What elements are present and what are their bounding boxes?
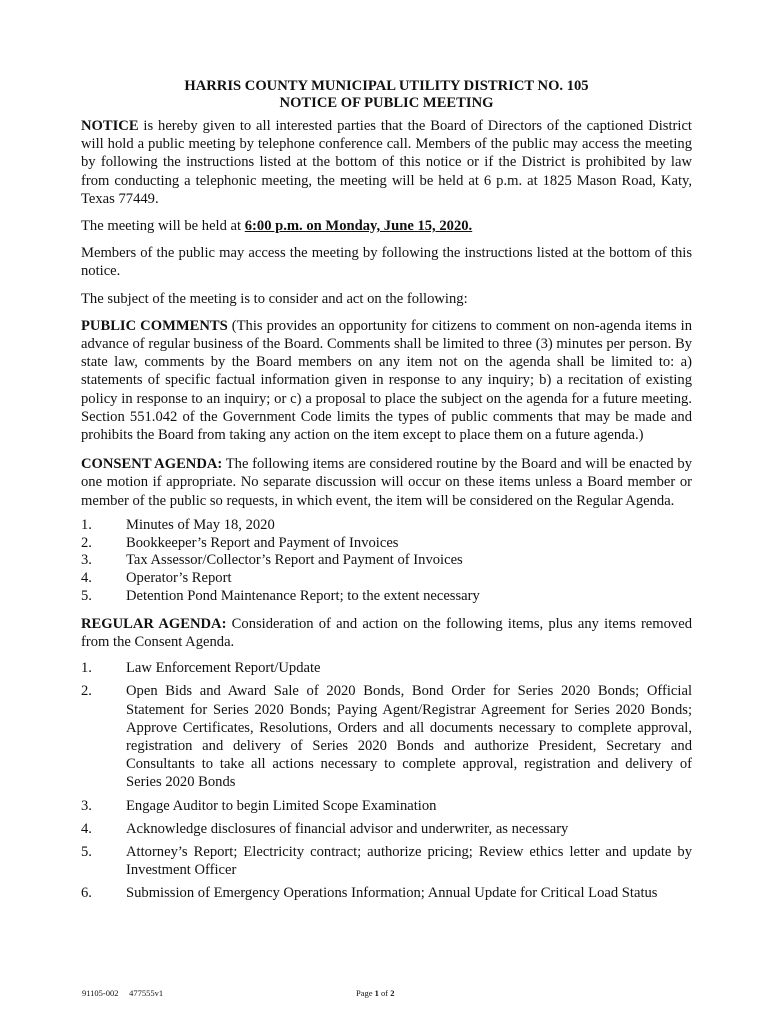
item-text: Operator’s Report: [126, 570, 232, 587]
list-item: [81, 659, 692, 677]
item-text: Engage Auditor to begin Limited Scope Examination: [126, 797, 437, 814]
item-text: Bookkeeper’s Report and Payment of Invoices: [126, 534, 399, 551]
item-number: 6.: [81, 885, 92, 902]
document-reference: 91105-002 477555v1: [82, 988, 164, 998]
public-comments-lead: PUBLIC COMMENTS: [81, 317, 228, 334]
list-item: [81, 884, 692, 902]
list-item: [81, 517, 692, 535]
notice-paragraph: [81, 117, 692, 208]
item-number: 4.: [81, 570, 92, 587]
item-text: Acknowledge disclosures of financial advisor and underwriter, as necessary: [126, 820, 569, 837]
item-number: 2.: [81, 534, 92, 551]
page-footer: [0, 987, 770, 999]
item-text: Attorney’s Report; Electricity contract; authorize pricing; Review ethics letter and update by Investment Officer: [126, 844, 692, 879]
meeting-datetime: 6:00 p.m. on Monday, June 15, 2020.: [244, 218, 473, 235]
list-item: [81, 820, 692, 838]
district-title: HARRIS COUNTY MUNICIPAL UTILITY DISTRICT NO. 105: [184, 78, 589, 94]
notice-lead: NOTICE: [81, 118, 139, 134]
item-number: 1.: [81, 660, 92, 677]
notice-title: NOTICE OF PUBLIC MEETING: [279, 95, 494, 111]
item-text: Law Enforcement Report/Update: [126, 660, 321, 677]
list-item: [81, 797, 692, 815]
list-item: [81, 843, 692, 879]
list-item: [81, 682, 692, 791]
consent-agenda-paragraph: [81, 455, 692, 510]
item-text: Tax Assessor/Collector’s Report and Payment of Invoices: [126, 552, 463, 569]
access-paragraph: Members of the public may access the meeting by following the instructions listed at the bottom of this notice.: [81, 245, 692, 280]
page-label: Page: [356, 988, 375, 998]
list-item: [81, 552, 692, 570]
item-text: Minutes of May 18, 2020: [126, 516, 275, 533]
consent-agenda-lead: CONSENT AGENDA:: [81, 456, 223, 473]
current-page: 1: [374, 988, 379, 998]
consent-agenda-text: The following items are considered routine by the Board and will be enacted by one motion if appropriate. No separate discussion will occur on these items unless a Board member or member of the public so requests, in which event, the item will be considered on the Regular Agenda.: [81, 456, 693, 509]
item-number: 4.: [81, 820, 92, 837]
notice-text: is hereby given to all interested parties that the Board of Directors of the captioned District will hold a public meeting by telephone conference call. Members of the public may access the meeting by following the instructions listed at the bottom of this notice or if the District is prohibited by law from conducting a telephonic meeting, the meeting will be held at 6 p.m. at 1825 Mason Road, Katy, Texas 77449.: [81, 118, 692, 207]
list-item: [81, 535, 692, 553]
regular-agenda-paragraph: [81, 615, 692, 651]
list-item: [81, 570, 692, 588]
consent-agenda-list: [81, 517, 692, 606]
meeting-prefix: The meeting will be held at: [81, 218, 245, 235]
item-number: 2.: [81, 683, 92, 700]
item-text: Open Bids and Award Sale of 2020 Bonds, Bond Order for Series 2020 Bonds; Official Statement for Series 2020 Bonds; Paying Agent/Registrar Agreement for Series 2020 Bonds; Approve Certificates, Resolutions, Orders and all documents necessary to complete approval, registration and delivery of Series 2020 Bonds and authorize President, Secretary and Consultants to take all actions necessary to complete approval, registration and delivery of Series 2020 Bonds: [126, 683, 692, 791]
item-number: 5.: [81, 588, 92, 605]
page-number: [356, 987, 395, 999]
page-of: of: [378, 988, 391, 998]
total-pages: 2: [390, 988, 395, 998]
public-comments-text: (This provides an opportunity for citizens to comment on non-agenda items in advance of regular business of the Board. Comments shall be limited to three (3) minutes per person. By state law, comments by the Board members on any item not on the agenda shall be limited to: a) statements of specific factual information given in response to any inquiry; b) a recitation of existing policy in response to an inquiry; or c) a proposal to place the subject on the agenda for a future meeting. Section 551.042 of the Government Code limits the types of public comments that may be made and prohibits the Board from taking any action on the item except to place them on a future agenda.): [81, 317, 692, 444]
regular-agenda-text: Consideration of and action on the following items, plus any items removed from the Consent Agenda.: [81, 615, 692, 651]
item-text: Submission of Emergency Operations Information; Annual Update for Critical Load Status: [126, 885, 658, 902]
item-number: 3.: [81, 552, 92, 569]
item-number: 5.: [81, 844, 92, 861]
item-number: 1.: [81, 516, 92, 533]
regular-agenda-list: [81, 659, 692, 902]
item-text: Detention Pond Maintenance Report; to the extent necessary: [126, 588, 480, 605]
regular-agenda-lead: REGULAR AGENDA:: [81, 615, 227, 632]
public-comments-paragraph: [81, 317, 692, 444]
meeting-time-paragraph: [81, 217, 692, 235]
document-body: [81, 78, 692, 908]
subject-paragraph: The subject of the meeting is to consider and act on the following:: [81, 290, 468, 307]
item-number: 3.: [81, 797, 92, 814]
list-item: [81, 588, 692, 606]
